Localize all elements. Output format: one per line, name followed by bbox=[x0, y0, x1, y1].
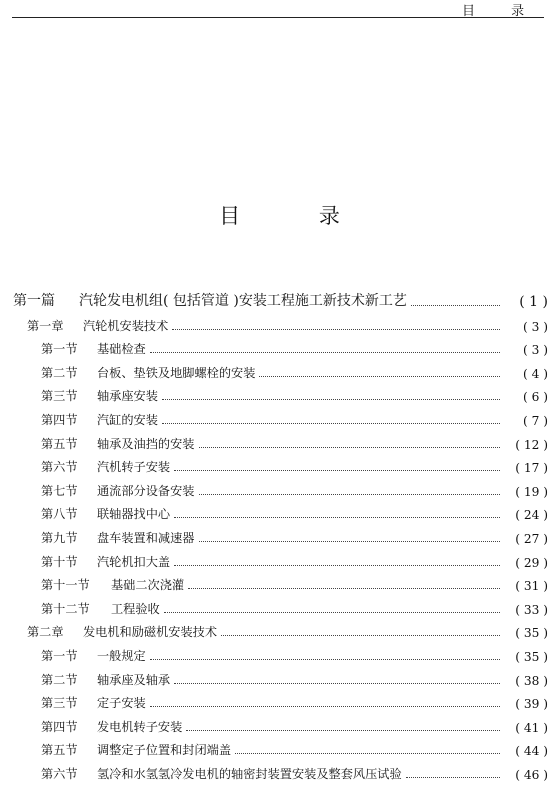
page-title: 目 录 bbox=[219, 204, 376, 228]
toc-entry-title: 台板、垫铁及地脚螺栓的安装 bbox=[97, 365, 256, 380]
dot-leader bbox=[259, 376, 500, 377]
dot-leader bbox=[199, 447, 501, 448]
dot-leader bbox=[186, 730, 500, 731]
dot-leader bbox=[188, 588, 500, 589]
toc-entry-page: ( 33 ) bbox=[515, 602, 548, 617]
toc-entry-title: 氢冷和水氢氢冷发电机的轴密封装置安装及整套风压试验 bbox=[97, 767, 402, 781]
toc-entry-title: 汽轮发电机组( 包括管道 )安装工程施工新技术新工艺 bbox=[79, 293, 407, 309]
dot-leader bbox=[199, 494, 501, 495]
toc-entry-number: 第六节 bbox=[41, 767, 78, 781]
toc-entry-page: ( 35 ) bbox=[515, 650, 548, 664]
toc-entry-number: 第一篇 bbox=[13, 293, 55, 309]
toc-entry-page: ( 17 ) bbox=[515, 461, 548, 476]
toc-entry-number: 第四节 bbox=[41, 413, 78, 427]
toc-entry-section bbox=[41, 715, 548, 735]
toc-entry-title: 汽轮机扣大盖 bbox=[97, 554, 171, 569]
toc-entry-page: ( 6 ) bbox=[522, 390, 548, 405]
toc-entry-number: 第四节 bbox=[41, 719, 78, 734]
toc-entry-chapter bbox=[27, 314, 548, 334]
running-header: 目 录 bbox=[462, 4, 541, 19]
toc-entry-number: 第六节 bbox=[41, 460, 78, 475]
toc-entry-page: ( 1 ) bbox=[519, 294, 548, 310]
toc-entry-section bbox=[41, 644, 548, 664]
toc-entry-section bbox=[41, 337, 548, 357]
toc-entry-page: ( 41 ) bbox=[515, 720, 548, 735]
toc-entry-title: 一般规定 bbox=[97, 649, 146, 663]
toc-entry-title: 通流部分设备安装 bbox=[97, 483, 195, 498]
dot-leader bbox=[199, 541, 501, 542]
toc-entry-title: 汽机转子安装 bbox=[97, 460, 171, 475]
toc-entry-title: 基础二次浇灌 bbox=[111, 578, 185, 593]
toc-entry-part bbox=[13, 290, 548, 310]
toc-entry-number: 第三节 bbox=[41, 389, 78, 404]
toc-entry-page: ( 19 ) bbox=[515, 484, 548, 499]
toc-entry-page: ( 29 ) bbox=[515, 555, 548, 570]
toc-entry-page: ( 31 ) bbox=[515, 579, 548, 594]
toc-entry-page: ( 12 ) bbox=[515, 437, 548, 452]
dot-leader bbox=[221, 635, 500, 636]
toc-entry-title: 发电机转子安装 bbox=[97, 719, 183, 734]
toc-entry-number: 第十一节 bbox=[41, 578, 90, 593]
dot-leader bbox=[174, 470, 500, 471]
toc-entry-page: ( 7 ) bbox=[522, 414, 548, 428]
toc-entry-number: 第二节 bbox=[41, 672, 78, 687]
toc-entry-number: 第八节 bbox=[41, 507, 78, 522]
dot-leader bbox=[164, 612, 500, 613]
toc-entry-section bbox=[41, 408, 548, 428]
toc-entry-section bbox=[41, 526, 548, 546]
toc-entry-page: ( 35 ) bbox=[515, 626, 548, 641]
toc-entry-title: 工程验收 bbox=[111, 601, 160, 616]
toc-entry-title: 定子安装 bbox=[97, 696, 146, 711]
toc-entry-number: 第二节 bbox=[41, 365, 78, 380]
toc-entry-title: 调整定子位置和封闭端盖 bbox=[97, 743, 232, 758]
dot-leader bbox=[406, 777, 500, 778]
toc-entry-section bbox=[41, 432, 548, 452]
toc-entry-number: 第一节 bbox=[41, 649, 78, 663]
toc-entry-number: 第九节 bbox=[41, 531, 78, 545]
toc-entry-section bbox=[41, 762, 548, 782]
dot-leader bbox=[235, 753, 500, 754]
toc-entry-page: ( 44 ) bbox=[515, 744, 548, 759]
toc-entry-section bbox=[41, 597, 548, 617]
header-rule bbox=[12, 17, 544, 18]
dot-leader bbox=[174, 565, 500, 566]
toc-entry-page: ( 46 ) bbox=[515, 768, 548, 782]
toc-entry-chapter bbox=[27, 620, 548, 640]
toc-entry-section bbox=[41, 573, 548, 593]
toc-entry-page: ( 39 ) bbox=[515, 697, 548, 712]
dot-leader bbox=[150, 352, 500, 353]
dot-leader bbox=[162, 423, 500, 424]
toc-entry-number: 第三节 bbox=[41, 696, 78, 711]
dot-leader bbox=[174, 683, 500, 684]
toc-entry-number: 第二章 bbox=[27, 625, 64, 640]
toc-entry-page: ( 3 ) bbox=[522, 319, 548, 334]
toc-entry-page: ( 4 ) bbox=[522, 366, 548, 381]
toc-entry-section bbox=[41, 668, 548, 688]
dot-leader bbox=[162, 399, 500, 400]
toc-entry-title: 汽缸的安装 bbox=[97, 413, 158, 427]
toc-entry-title: 轴承座安装 bbox=[97, 389, 158, 404]
toc-entry-page: ( 38 ) bbox=[515, 673, 548, 688]
dot-leader bbox=[172, 329, 500, 330]
toc-entry-section bbox=[41, 361, 548, 381]
toc-entry-number: 第七节 bbox=[41, 483, 78, 498]
toc-entry-number: 第五节 bbox=[41, 743, 78, 758]
toc-entry-title: 汽轮机安装技术 bbox=[83, 318, 169, 333]
toc-entry-title: 发电机和励磁机安装技术 bbox=[83, 625, 218, 640]
dot-leader bbox=[150, 706, 500, 707]
toc-entry-section bbox=[41, 384, 548, 404]
toc-entry-section bbox=[41, 479, 548, 499]
dot-leader bbox=[150, 659, 500, 660]
toc-entry-number: 第一章 bbox=[27, 318, 64, 333]
toc-entry-title: 联轴器找中心 bbox=[97, 507, 171, 522]
dot-leader bbox=[174, 517, 500, 518]
toc-entry-page: ( 3 ) bbox=[522, 343, 548, 358]
toc-entry-number: 第五节 bbox=[41, 436, 78, 451]
toc-entry-section bbox=[41, 455, 548, 475]
toc-entry-section bbox=[41, 691, 548, 711]
toc-entry-section bbox=[41, 550, 548, 570]
toc-entry-section bbox=[41, 738, 548, 758]
toc-entry-title: 基础检查 bbox=[97, 342, 146, 357]
toc-entry-page: ( 27 ) bbox=[515, 532, 548, 546]
toc-entry-title: 轴承及油挡的安装 bbox=[97, 436, 195, 451]
toc-entry-number: 第十节 bbox=[41, 554, 78, 569]
toc-entry-title: 轴承座及轴承 bbox=[97, 672, 171, 687]
dot-leader bbox=[411, 305, 500, 306]
toc-entry-page: ( 24 ) bbox=[515, 508, 548, 523]
toc-entry-section bbox=[41, 502, 548, 522]
toc-entry-number: 第十二节 bbox=[41, 601, 90, 616]
toc-entry-title: 盘车装置和减速器 bbox=[97, 531, 195, 545]
toc-entry-number: 第一节 bbox=[41, 342, 78, 357]
